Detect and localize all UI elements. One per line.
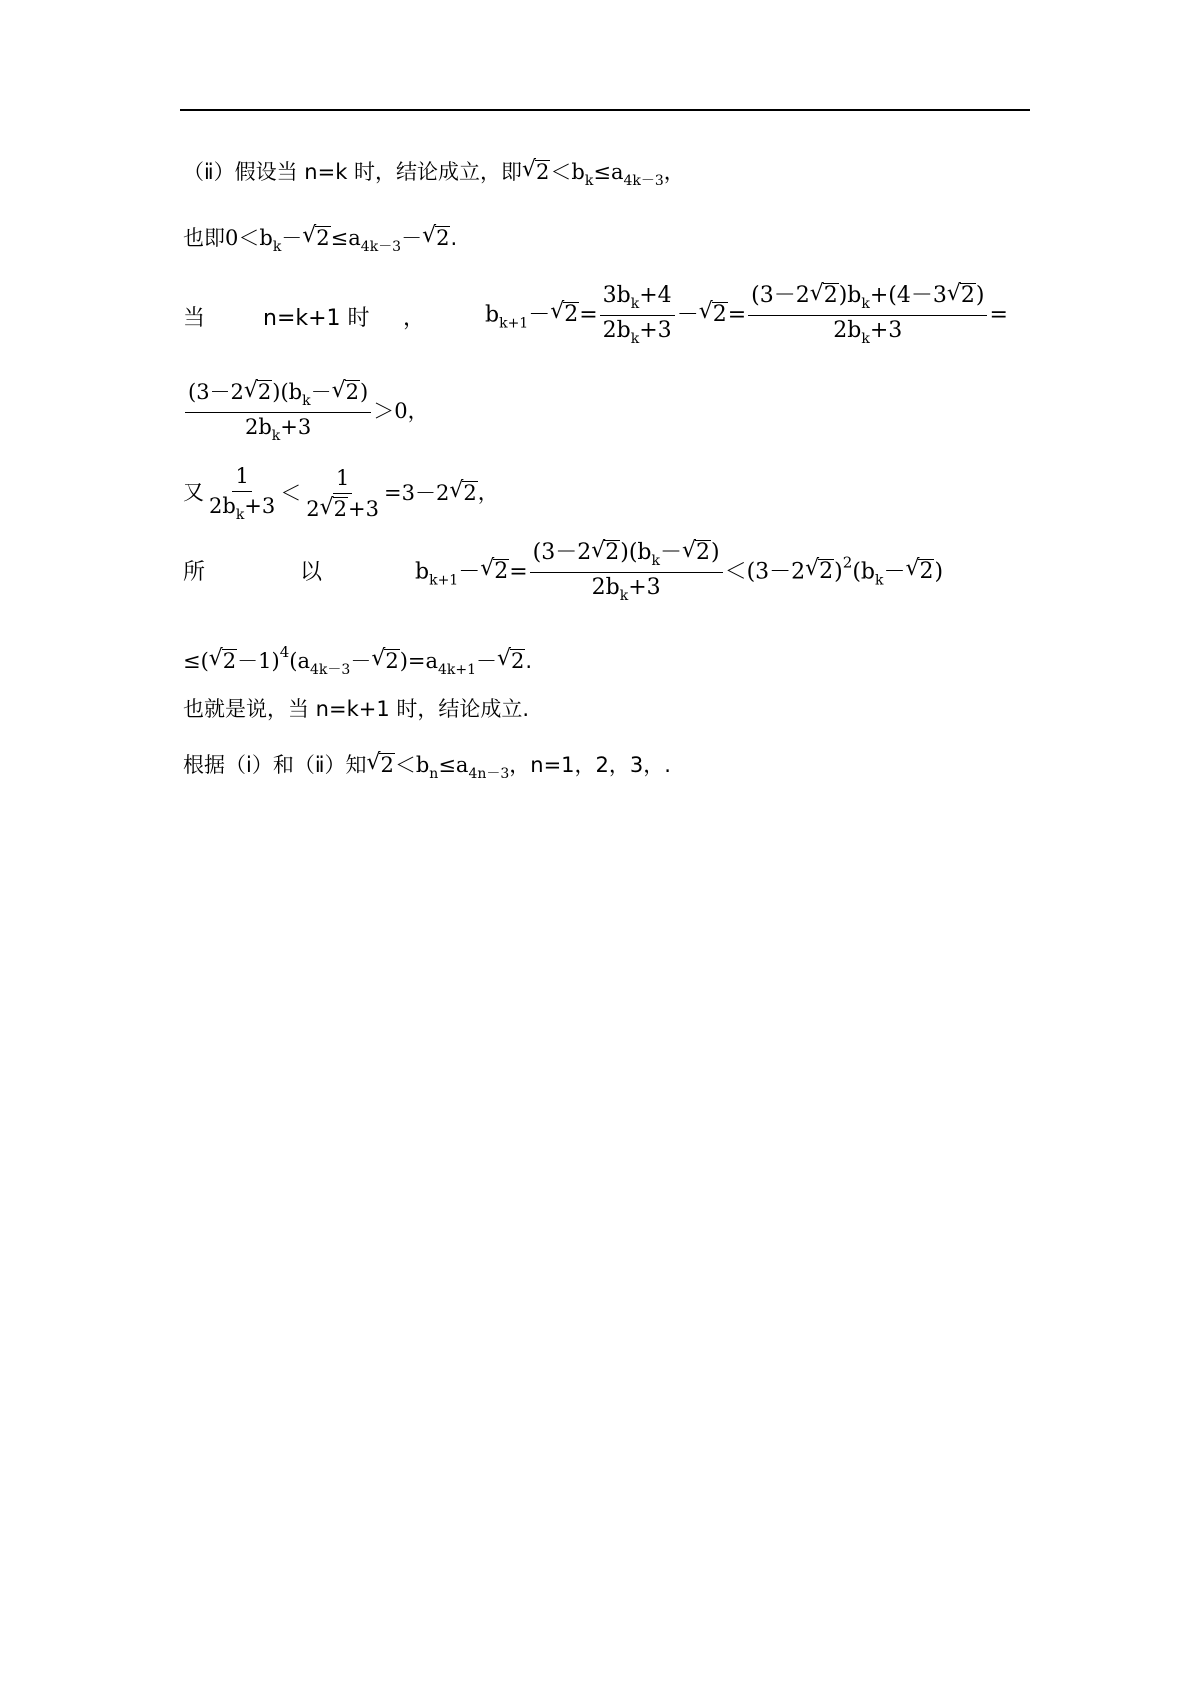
formula-7: ≤(√ $2-1)^4(a_{4k-3}-√$ $2)=a_{4k+1}-√$ 2: [183, 649, 525, 673]
line-5-prefix: 又: [183, 480, 204, 505]
line-3-word-3: ，: [403, 306, 426, 331]
line-1-suffix: ，: [663, 160, 685, 184]
proof-line-1: [183, 160, 685, 188]
formula-9: √ $2<b_n\le a_{4n-3}$: [366, 753, 509, 777]
proof-line-5: [183, 465, 499, 523]
formula-2: $0<b_k-√$ $2\le a_{4k-3}-√$ 2: [225, 226, 450, 250]
line-7-suffix: .: [525, 649, 533, 673]
proof-line-4: [183, 380, 429, 445]
line-2-prefix: 也即: [183, 226, 225, 250]
formula-4: $\frac{(3-2√ 2)(b_k-√ 2)}{2b_k+3}$: [183, 399, 373, 423]
line-9-suffix: ，n=1，2，3，.: [509, 753, 671, 777]
proof-line-8: 也就是说，当 n=k+1 时，结论成立.: [183, 697, 530, 721]
proof-line-2: [183, 226, 457, 254]
header-rule: [180, 109, 1030, 111]
formula-5: $\frac{1}{2b_k+3}$ ＜ $\frac{1}{2√ 2+3}$ =3－2√ 2: [204, 481, 478, 505]
line-1-prefix: （ⅱ）假设当 n=k 时，结论成立，即: [183, 160, 523, 184]
line-4-suffix: ＞0，: [373, 398, 429, 423]
line-9-prefix: 根据（ⅰ）和（ⅱ）知: [183, 753, 367, 777]
line-6-word-1: 所: [183, 560, 206, 585]
proof-line-9: [183, 753, 671, 781]
line-3-word-1: 当: [183, 306, 206, 331]
formula-1: √ $2<b_k\le a_{4k-3}$: [522, 160, 664, 184]
formula-3: $b_{k+1}-√$ 2= $\frac{3b_k+4}{2b_k+3}$ －√ 2= $\frac{(3-2√ 2)b_k+(4-3√ 2)}{2b_k+3}$ =: [485, 283, 1008, 348]
line-2-suffix: .: [450, 226, 458, 250]
line-6-word-2: 以: [300, 560, 323, 585]
formula-6: $b_{k+1}-√$ 2= $\frac{(3-2√ 2)(b_k-√ 2)}{2b_k+3}$ ＜(3－2√ $2)^2(b_k-√$ 2): [415, 540, 943, 605]
proof-line-7: [183, 645, 532, 677]
line-3-word-2: n=k+1 时: [263, 306, 370, 331]
line-5-suffix: ，: [477, 480, 499, 505]
